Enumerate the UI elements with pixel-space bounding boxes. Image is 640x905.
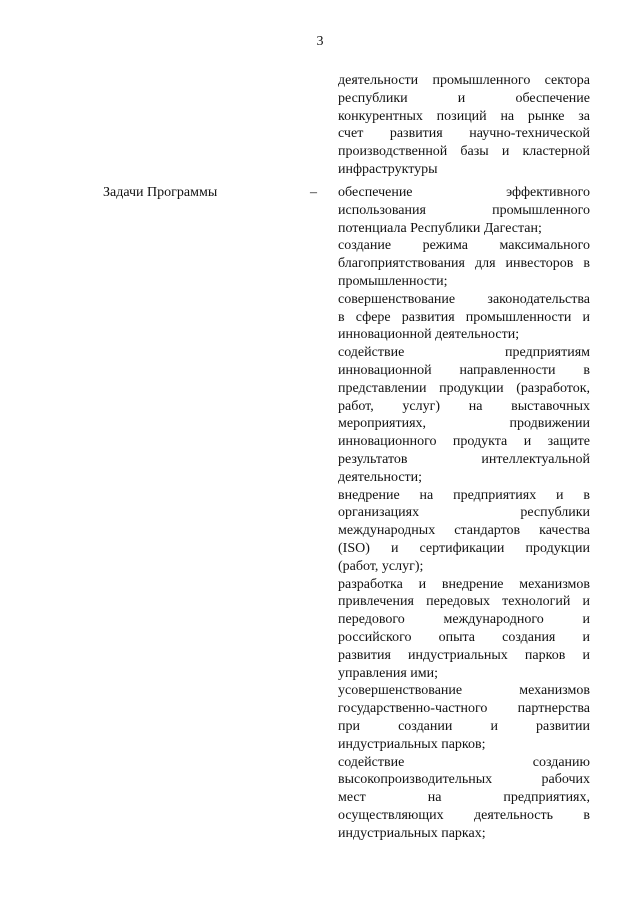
task-item-line: инновационного продукта и защите	[338, 434, 590, 450]
goal-continuation-paragraph	[338, 72, 590, 179]
goal-continuation-line: конкурентных позиций на рынке за	[338, 108, 590, 124]
task-item-line: потенциала Республики Дагестан;	[338, 220, 542, 236]
task-item-line: инновационной направленности в	[338, 362, 590, 378]
goal-continuation-line: республики и обеспечение	[338, 90, 590, 106]
task-item-line: разработка и внедрение механизмов	[338, 576, 590, 592]
task-item-line: при создании и развитии	[338, 718, 590, 734]
goal-continuation-line: инфраструктуры	[338, 161, 438, 177]
task-item-line: совершенствование законодательства	[338, 291, 590, 307]
page-number: 3	[316, 34, 324, 49]
task-item-line: передового международного и	[338, 612, 590, 628]
task-item	[338, 291, 590, 344]
task-item-line: (ISO) и сертификации продукции	[338, 540, 590, 556]
task-item-line: содействие созданию	[338, 754, 590, 770]
task-item-line: инновационной деятельности;	[338, 327, 520, 343]
task-item-line: индустриальных парках;	[338, 825, 486, 841]
task-item-line: осуществляющих деятельность в	[338, 807, 590, 823]
task-item-line: организациях республики	[338, 505, 590, 521]
task-item-line: управления ими;	[338, 665, 438, 681]
task-item-line: создание режима максимального	[338, 238, 590, 254]
task-item	[338, 576, 590, 683]
task-item	[338, 344, 590, 486]
task-item-line: мест на предприятиях,	[338, 790, 590, 806]
task-item-line: в сфере развития промышленности и	[338, 309, 590, 325]
goal-continuation-line: производственной базы и кластерной	[338, 144, 590, 160]
task-item	[338, 754, 590, 843]
task-item	[338, 682, 590, 753]
task-item-line: использования промышленного	[338, 202, 590, 218]
task-item-line: представлении продукции (разработок,	[338, 380, 590, 396]
task-item	[338, 237, 590, 290]
task-item-line: развития индустриальных парков и	[338, 647, 590, 663]
task-item-line: мероприятиях, продвижении	[338, 416, 590, 432]
tasks-dash: –	[310, 185, 317, 200]
task-item-line: усовершенствование механизмов	[338, 683, 590, 699]
task-item-line: индустриальных парков;	[338, 736, 486, 752]
task-item-line: обеспечение эффективного	[338, 185, 590, 200]
task-item-line: международных стандартов качества	[338, 523, 590, 539]
task-item-line: благоприятствования для инвесторов в	[338, 256, 590, 272]
task-item	[338, 184, 590, 237]
tasks-list	[338, 184, 590, 842]
task-item-line: (работ, услуг);	[338, 558, 424, 574]
tasks-label: Задачи Программы	[103, 185, 218, 200]
task-item-line: внедрение на предприятиях и в	[338, 487, 590, 503]
goal-continuation-line: деятельности промышленного сектора	[338, 73, 590, 88]
task-item-line: деятельности;	[338, 469, 423, 485]
goal-continuation-line: счет развития научно-технической	[338, 126, 590, 142]
goal-continuation	[338, 72, 590, 179]
task-item-line: результатов интеллектуальной	[338, 451, 590, 467]
task-item-line: работ, услуг) на выставочных	[338, 398, 590, 414]
task-item-line: высокопроизводительных рабочих	[338, 772, 590, 788]
task-item-line: привлечения передовых технологий и	[338, 594, 590, 610]
task-item-line: промышленности;	[338, 273, 448, 289]
task-item	[338, 487, 590, 576]
task-item-line: содействие предприятиям	[338, 345, 590, 361]
task-item-line: российского опыта создания и	[338, 629, 590, 645]
task-item-line: государственно-частного партнерства	[338, 701, 590, 717]
